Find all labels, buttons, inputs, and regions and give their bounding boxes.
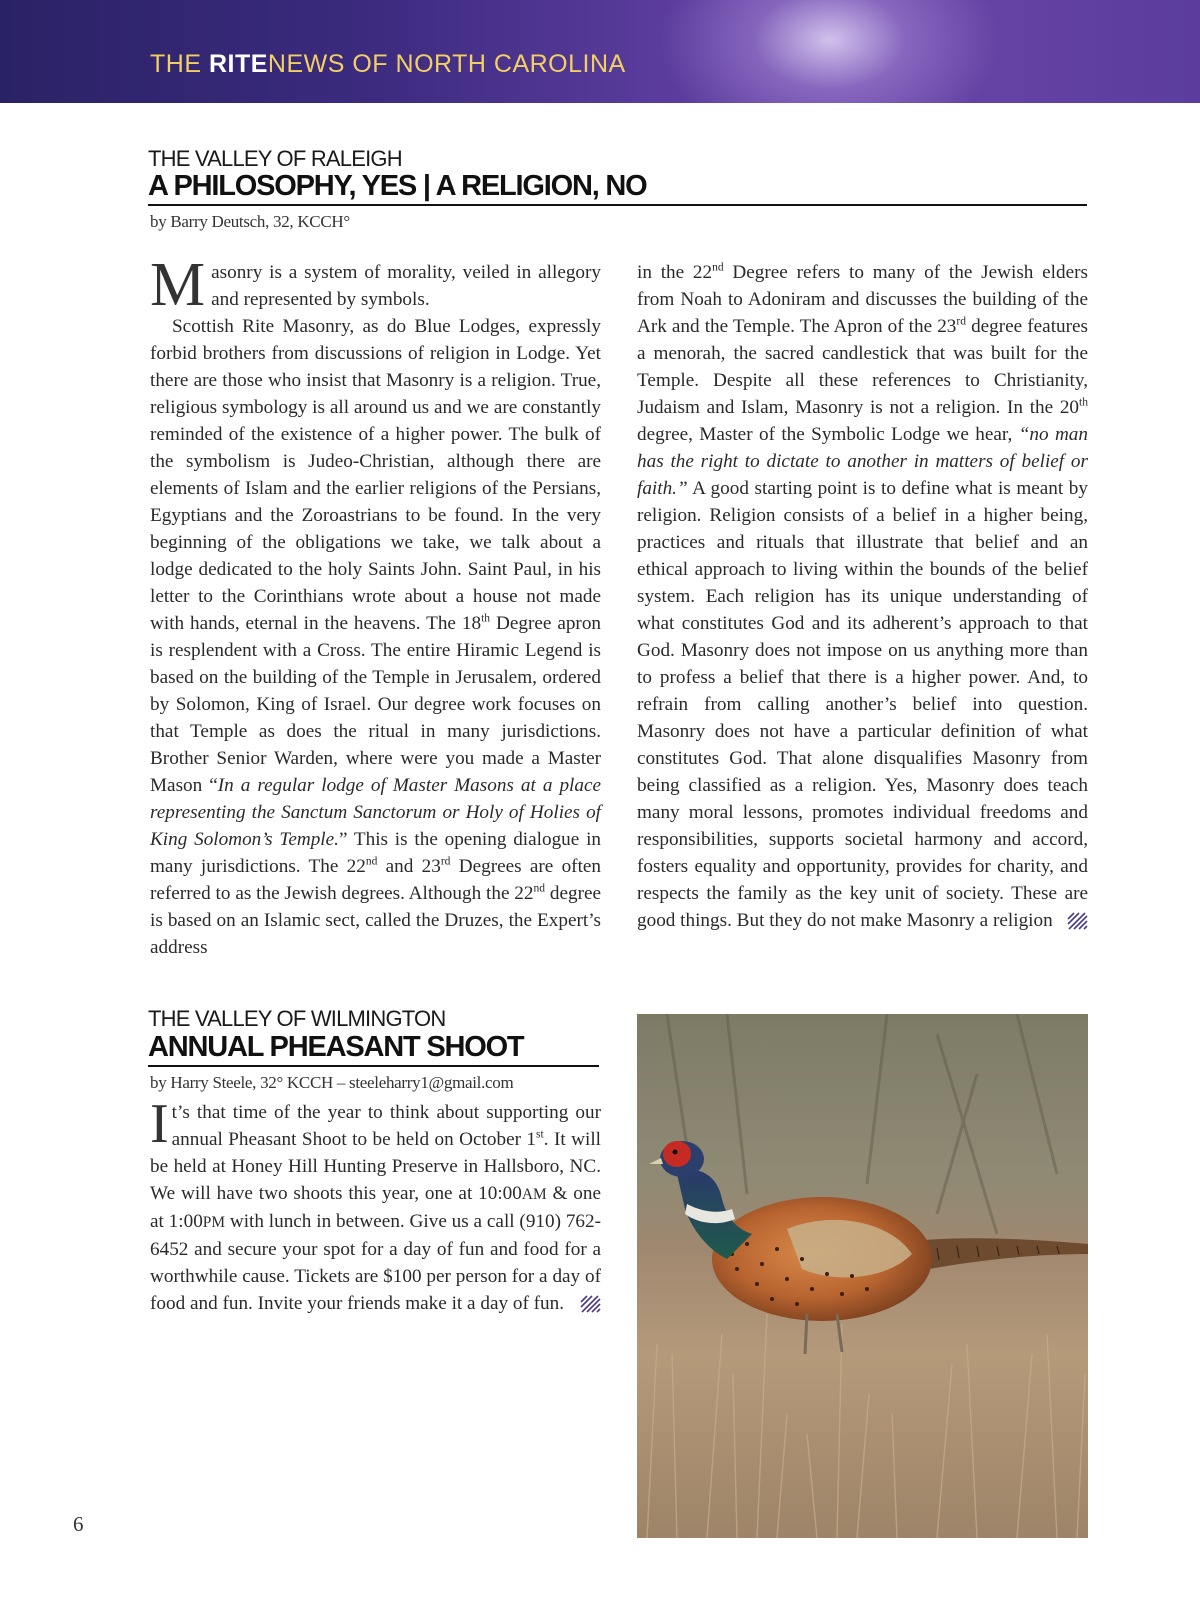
superscript: nd: [712, 261, 724, 274]
title-suffix: NEWS OF NORTH CAROLINA: [267, 50, 626, 78]
text-run: A good starting point is to define what is meant by religion. Religion consists of a belief in a higher being, practices and rituals that illustrate that belief and an ethical approach to living within the bounds of the belief system. Each religion has its unique understanding of what constitutes God and its adherent’s approach to that God. Masonry does not impose on us anything more than to profess a belief that there is a higher power. And, to refrain from calling another’s belief into question. Masonry does not have a particular definition of what constitutes God. That alone disqualifies Masonry from being classified as a religion. Yes, Masonry does teach many moral lessons, promotes individual freedoms and responsibilities, supports societal harmony and accord, fosters equality and opportunity, provides for charity, and respects the family as the key unit of society. These are good things. But they do not make Masonry a religion: [637, 478, 1088, 931]
superscript: th: [1079, 396, 1088, 409]
superscript: th: [481, 612, 491, 625]
article1-byline: by Barry Deutsch, 32, KCCH°: [150, 212, 350, 231]
text-run: degree features a menorah, the sacred candlestick that was built for the Temple. Despite all these references to Christianity, Judaism and Islam, Masonry is not a religion. In the 20: [637, 316, 1088, 418]
text-run: Degree apron is resplendent with a Cross. The entire Hiramic Legend is based on the building of the Temple in Jerusalem, ordered by Solomon, King of Israel. Our degree work focuses on that Temple as does the ritual in many jurisdictions. Brother Senior Warden, where were you made a Master Mason “: [150, 613, 602, 796]
text-run: Degree refers to many of the Jewish elders from Noah to Adoniram and discusses the building of the Ark and the Temple. The Apron of the 23: [637, 262, 1088, 337]
text-run: Degrees are often referred to as the Jewish degrees. Although the 22: [150, 856, 602, 904]
article2-kicker: THE VALLEY OF WILMINGTON: [148, 1006, 446, 1031]
superscript: st: [536, 1128, 544, 1141]
title-prefix: THE: [150, 50, 209, 78]
text-run: Scottish Rite Masonry, as do Blue Lodges, expressly forbid brothers from discussions of religion in Lodge. Yet there are those who insist that Masonry is a religion. True, religious symbology is all around us and we are constantly reminded of the existence of a higher power. The bulk of the symbolism is Judeo-Christian, although there are elements of Islam and the earlier religions of the Persians, Egyptians and the Zoroastrians to be found. In the very beginning of the obligations we take, we talk about a lodge dedicated to the holy Saints John. Saint Paul, in his letter to the Corinthians wrote about a house not made with hands, eternal in the heavens. The 18: [150, 316, 601, 634]
page-number: 6: [73, 1512, 84, 1536]
text-run: asonry is a system of morality, veiled in allegory and represented by symbols.: [211, 262, 601, 310]
article1-kicker: THE VALLEY OF RALEIGH: [148, 146, 402, 171]
text-run: & one at 1:00: [150, 1183, 601, 1232]
text-run: t’s that time of the year to think about supporting our annual Pheasant Shoot to be held on October 1: [171, 1102, 601, 1150]
small-caps-pm: PM: [202, 1214, 225, 1231]
article2-paragraph: [150, 1093, 601, 1317]
ritual-quote: In a regular lodge of Master Masons at a place representing the Sanctum Sanctorum or Holy of Holies of King Solomon’s Temple.: [150, 775, 601, 850]
end-mark-icon: [1066, 911, 1088, 931]
article2-column: [150, 1093, 601, 1317]
text-run: . It will be held at Honey Hill Hunting Preserve in Hallsboro, NC. We will have two shoots this year, one at 10:00: [150, 1129, 601, 1204]
article1-headline: A PHILOSOPHY, YES | A RELIGION, NO: [148, 170, 1087, 206]
text-run: and 23: [377, 856, 441, 877]
end-mark-icon: [579, 1294, 601, 1314]
article1-paragraph-3: [637, 259, 1088, 934]
superscript: rd: [956, 315, 966, 328]
article1-column-2: [637, 259, 1088, 934]
dropcap: M: [150, 251, 206, 319]
article1-column-1: [150, 251, 602, 961]
publication-title: [150, 50, 626, 79]
text-run: with lunch in between. Give us a call (910) 762-6452 and secure your spot for a day of fun and food for a worthwhile cause. Tickets are $100 per person for a day of food and fun. Invite your friends make it a day of fun.: [150, 1211, 601, 1314]
pheasant-illustration: [637, 1014, 1088, 1538]
dropcap: I: [150, 1093, 169, 1155]
small-caps-am: AM: [521, 1186, 547, 1203]
text-run: degree, Master of the Symbolic Lodge we hear,: [637, 424, 1019, 445]
superscript: nd: [533, 882, 546, 895]
superscript: nd: [365, 855, 378, 868]
article1-paragraph-2: [150, 313, 601, 961]
article2-headline: ANNUAL PHEASANT SHOOT: [148, 1031, 599, 1067]
title-bold: RITE: [208, 50, 268, 78]
article1-paragraph-1: [150, 251, 601, 319]
pheasant-photo: [637, 1014, 1088, 1538]
article2-byline: by Harry Steele, 32° KCCH – steeleharry1@gmail.com: [150, 1073, 514, 1092]
header-banner: [0, 0, 1200, 103]
text-run: in the 22: [637, 262, 713, 283]
ritual-quote: “no man has the right to dictate to another in matters of belief or faith.”: [637, 424, 1088, 499]
superscript: rd: [440, 855, 451, 868]
text-run: ” This is the opening dialogue in many jurisdictions. The 22: [150, 829, 601, 877]
text-run: degree is based on an Islamic sect, called the Druzes, the Expert’s address: [150, 883, 601, 958]
